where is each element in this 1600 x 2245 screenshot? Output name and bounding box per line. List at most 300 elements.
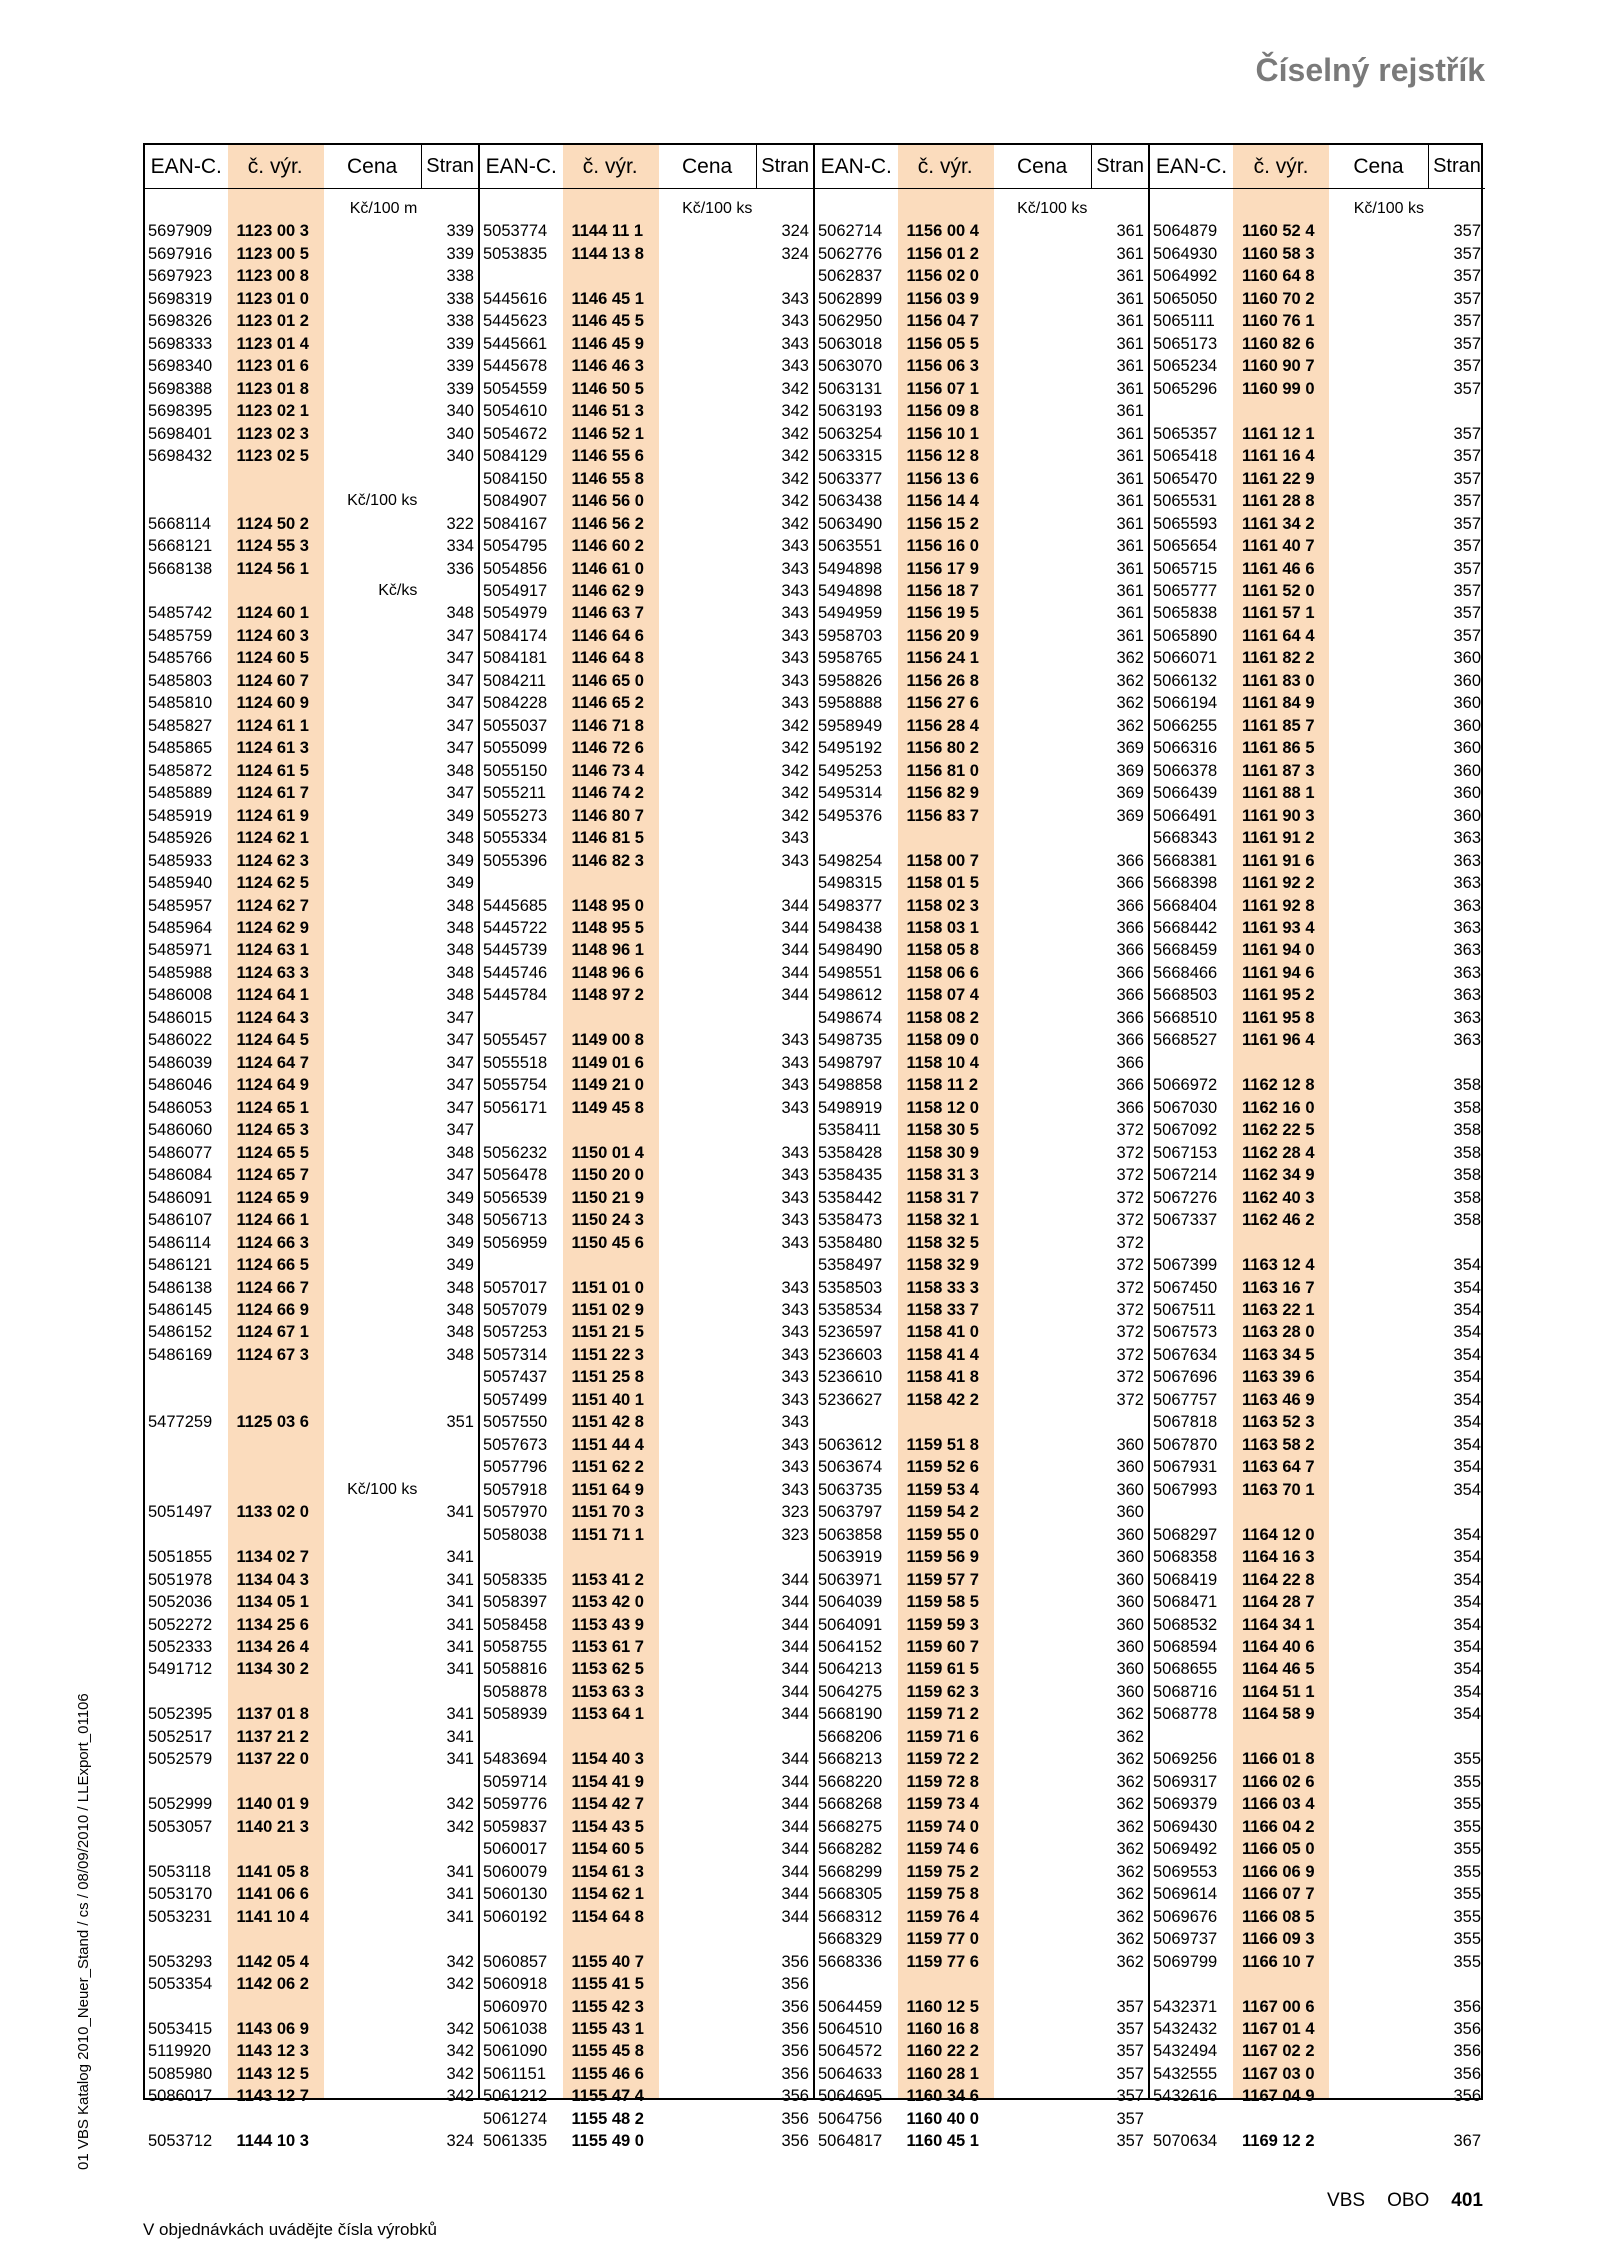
article-number-cell: 1163 22 1	[1242, 1300, 1315, 1319]
article-number-cell: 1159 72 8	[906, 1772, 979, 1791]
price-unit-cell	[658, 1052, 756, 1074]
price-unit-cell	[323, 1164, 421, 1186]
ean-cell	[1150, 1726, 1233, 1748]
page-cell: 361	[1116, 334, 1144, 353]
page-cell: 343	[781, 1345, 809, 1364]
article-number-cell: 1148 95 0	[571, 896, 644, 915]
table-row	[480, 1052, 813, 1074]
page-cell: 348	[446, 1211, 474, 1230]
header-page: Stran	[1091, 145, 1148, 188]
article-number-cell: 1156 17 9	[906, 559, 979, 578]
page-cell: 363	[1453, 829, 1481, 848]
article-number-cell: 1158 05 8	[906, 941, 979, 960]
table-row	[480, 288, 813, 310]
table-row	[145, 333, 478, 355]
table-row	[815, 2108, 1148, 2130]
article-number-cell: 1150 20 0	[571, 1166, 644, 1185]
price-unit-cell	[323, 1816, 421, 1838]
page-cell: 372	[1116, 1278, 1144, 1297]
price-unit-cell	[993, 872, 1091, 894]
ean-cell: 5063070	[818, 357, 883, 376]
side-imprint: 01 VBS Katalog 2010_Neuer_Stand / cs / 08/09/2010 / LLExport_01106	[75, 1693, 92, 2170]
page-cell: 343	[781, 626, 809, 645]
table-row	[1150, 917, 1485, 939]
page-cell: 357	[1453, 626, 1481, 645]
ean-cell: 5445685	[483, 896, 548, 915]
page-cell: 355	[1453, 1907, 1481, 1926]
table-row	[480, 1232, 813, 1254]
price-unit-cell	[993, 692, 1091, 714]
ean-cell: 5066378	[1153, 761, 1218, 780]
article-number-cell: 1159 75 8	[906, 1885, 979, 1904]
table-row	[145, 1591, 478, 1613]
article-number-cell: 1124 64 9	[236, 1076, 309, 1095]
article-number-cell: 1160 40 0	[906, 2109, 979, 2128]
page-cell	[1091, 198, 1148, 220]
spacer-row	[480, 1928, 813, 1950]
page-cell: 360	[1116, 1570, 1144, 1589]
table-row	[815, 1434, 1148, 1456]
table-row	[480, 2130, 813, 2152]
table-row	[815, 243, 1148, 265]
table-row	[1150, 558, 1485, 580]
price-unit-cell	[1329, 1209, 1428, 1231]
ean-cell: 5052272	[148, 1615, 213, 1634]
page-cell: 357	[1453, 604, 1481, 623]
table-row	[480, 670, 813, 692]
table-row	[480, 1861, 813, 1883]
price-unit-cell	[993, 1906, 1091, 1928]
article-number-cell	[1233, 1501, 1329, 1523]
ean-cell: 5445616	[483, 289, 548, 308]
price-unit-cell	[323, 1861, 421, 1883]
article-number-cell: 1146 45 5	[571, 312, 644, 331]
ean-cell: 5052579	[148, 1750, 213, 1769]
price-unit-cell	[1329, 1524, 1428, 1546]
page-cell: 347	[446, 1053, 474, 1072]
ean-cell: 5958703	[818, 626, 883, 645]
table-row	[815, 1928, 1148, 1950]
page-cell: 344	[781, 986, 809, 1005]
table-row	[480, 692, 813, 714]
table-row	[480, 602, 813, 624]
price-unit-cell	[993, 243, 1091, 265]
article-number-cell: 1158 31 3	[906, 1166, 979, 1185]
article-number-cell: 1124 66 9	[236, 1300, 309, 1319]
article-number-cell: 1159 60 7	[906, 1638, 979, 1656]
ean-cell: 5668114	[148, 514, 212, 533]
page-cell: 342	[446, 1795, 474, 1814]
article-number-cell: 1156 03 9	[906, 289, 979, 308]
page-cell: 341	[446, 1727, 474, 1746]
price-unit-cell	[993, 1928, 1091, 1950]
page-cell: 354	[1453, 1368, 1481, 1387]
ean-cell: 5062837	[818, 267, 883, 286]
price-unit-cell	[1329, 1906, 1428, 1928]
article-number-cell: 1161 84 9	[1242, 694, 1315, 713]
page-cell: 361	[1116, 514, 1144, 533]
article-number-cell: 1140 21 3	[236, 1817, 309, 1836]
table-row	[1150, 445, 1485, 467]
page-cell: 356	[781, 2087, 809, 2106]
price-unit-cell	[1329, 670, 1428, 692]
price-unit-cell	[1329, 2040, 1428, 2062]
table-row	[815, 2063, 1148, 2085]
table-row	[145, 1748, 478, 1770]
ean-cell: 5063735	[818, 1480, 883, 1499]
table-row	[145, 939, 478, 961]
article-number-cell	[562, 1546, 657, 1568]
ean-cell: 5053293	[148, 1952, 213, 1971]
page-cell: 357	[1453, 424, 1481, 443]
page-cell: 358	[1453, 1211, 1481, 1230]
table-row	[1150, 782, 1485, 804]
price-unit-cell	[993, 1029, 1091, 1051]
ean-cell: 5063193	[818, 402, 883, 421]
price-unit-cell	[993, 1164, 1091, 1186]
article-number-cell: 1124 56 1	[236, 559, 309, 578]
table-row	[1150, 1883, 1485, 1905]
page-cell: 360	[1116, 1615, 1144, 1634]
price-unit-cell	[1329, 423, 1428, 445]
price-unit-cell	[1329, 1636, 1428, 1658]
table-row	[815, 1479, 1148, 1501]
table-row	[1150, 895, 1485, 917]
page-cell: 341	[446, 1503, 474, 1522]
article-number-cell: 1123 01 4	[236, 334, 309, 353]
page-cell: 356	[781, 2019, 809, 2038]
article-number-cell: 1153 43 9	[571, 1615, 644, 1634]
page-cell: 361	[1116, 626, 1144, 645]
table-row	[145, 220, 478, 242]
price-unit-cell	[323, 265, 421, 287]
ean-cell: 5064572	[818, 2042, 883, 2061]
ean-cell: 5051978	[148, 1570, 213, 1589]
spacer-row	[145, 468, 478, 490]
article-number-cell: 1155 48 2	[571, 2109, 644, 2128]
price-unit-cell	[1329, 1164, 1428, 1186]
page-cell: 342	[446, 1817, 474, 1836]
page-cell: 344	[781, 1772, 809, 1791]
article-number-cell: 1156 10 1	[906, 424, 979, 443]
price-unit-cell	[1329, 1097, 1428, 1119]
page-cell: 362	[1116, 1840, 1144, 1859]
page-cell: 343	[781, 1233, 809, 1252]
ean-cell: 5668510	[1153, 1008, 1218, 1027]
price-unit-cell	[993, 558, 1091, 580]
page-cell	[421, 1479, 478, 1501]
ean-cell: 5052395	[148, 1705, 213, 1724]
table-row	[145, 2063, 478, 2085]
spacer-row	[145, 1771, 478, 1793]
page-cell: 357	[1453, 244, 1481, 263]
ean-cell	[480, 1928, 562, 1950]
price-unit-cell	[323, 1344, 421, 1366]
table-row	[1150, 1299, 1485, 1321]
ean-cell: 5063377	[818, 469, 883, 488]
price-unit-cell	[323, 895, 421, 917]
page-cell: 363	[1453, 963, 1481, 982]
page-cell: 362	[1116, 1930, 1144, 1949]
table-row	[1150, 1074, 1485, 1096]
page-cell: 354	[1453, 1638, 1481, 1656]
price-unit-cell	[658, 310, 756, 332]
article-number-cell: 1123 01 6	[236, 357, 309, 376]
ean-cell: 5697923	[148, 267, 213, 286]
ean-cell: 5064213	[818, 1660, 883, 1679]
spacer-row	[1150, 1052, 1485, 1074]
price-unit-cell	[658, 2085, 756, 2107]
page-cell: 343	[781, 357, 809, 376]
price-unit-cell	[658, 692, 756, 714]
page-cell	[421, 1366, 478, 1388]
article-number-cell: 1142 06 2	[236, 1975, 309, 1994]
page-cell: 342	[446, 1975, 474, 1994]
page-cell: 372	[1116, 1300, 1144, 1319]
ean-cell: 5498315	[818, 874, 883, 893]
spacer-row	[1150, 1501, 1485, 1523]
ean-cell: 5498735	[818, 1031, 883, 1050]
article-number-cell: 1158 42 2	[906, 1390, 979, 1409]
page-cell	[756, 1546, 813, 1568]
price-unit-cell	[658, 1703, 756, 1725]
page-cell: 361	[1116, 581, 1144, 600]
price-unit-cell	[993, 1681, 1091, 1703]
price-unit-cell	[658, 1411, 756, 1433]
price-unit-cell	[658, 445, 756, 467]
table-row	[480, 895, 813, 917]
article-number-cell	[1233, 1726, 1329, 1748]
price-unit-cell	[323, 1703, 421, 1725]
ean-cell: 5057673	[483, 1435, 548, 1454]
spacer-row	[1150, 1726, 1485, 1748]
article-number-cell: 1125 03 6	[236, 1413, 309, 1432]
table-row	[1150, 220, 1485, 242]
page-cell: 348	[446, 1278, 474, 1297]
price-unit-cell	[1329, 1591, 1428, 1613]
article-number-cell: 1158 09 0	[906, 1031, 979, 1050]
table-row	[145, 400, 478, 422]
table-row	[145, 1546, 478, 1568]
page-cell: 343	[781, 1053, 809, 1072]
price-unit-cell	[658, 827, 756, 849]
table-row	[1150, 1456, 1485, 1478]
price-unit-cell	[658, 895, 756, 917]
page-cell: 354	[1453, 1413, 1481, 1432]
ean-cell	[1150, 1232, 1233, 1254]
article-number-cell: 1124 55 3	[236, 537, 309, 556]
article-number-cell	[562, 1007, 657, 1029]
ean-cell: 5486039	[148, 1053, 213, 1072]
ean-cell: 5698333	[148, 334, 213, 353]
article-number-cell	[562, 1928, 657, 1950]
ean-cell: 5485827	[148, 716, 213, 735]
article-number-cell: 1169 12 2	[1242, 2132, 1315, 2151]
article-number-cell: 1156 81 0	[906, 761, 979, 780]
ean-cell: 5697916	[148, 244, 213, 263]
price-unit-cell	[323, 1681, 421, 1703]
page-cell: 362	[1116, 694, 1144, 713]
price-unit-cell	[993, 1052, 1091, 1074]
page-cell: 347	[446, 716, 474, 735]
ean-cell: 5058755	[483, 1638, 548, 1656]
page-cell: 361	[1116, 312, 1144, 331]
page-cell: 323	[781, 1503, 809, 1522]
ean-cell: 5065357	[1153, 424, 1218, 443]
price-unit-cell	[1329, 1793, 1428, 1815]
page-cell	[1091, 827, 1148, 849]
price-unit-cell	[1329, 378, 1428, 400]
article-number-cell: 1163 70 1	[1242, 1480, 1315, 1499]
page-cell: 344	[781, 941, 809, 960]
ean-cell: 5066491	[1153, 806, 1218, 825]
price-unit-cell	[323, 1524, 421, 1546]
price-unit-cell	[658, 580, 756, 602]
page-cell: 363	[1453, 941, 1481, 960]
article-number-cell: 1161 93 4	[1242, 919, 1315, 937]
page-cell: 343	[781, 1031, 809, 1050]
price-unit-cell	[993, 513, 1091, 535]
page-cell: 360	[1116, 1638, 1144, 1656]
ean-cell: 5668299	[818, 1862, 883, 1881]
article-number-cell: 1146 65 2	[571, 694, 644, 713]
price-unit-cell	[658, 1569, 756, 1591]
page-cell: 362	[1116, 649, 1144, 668]
table-row	[815, 558, 1148, 580]
page-cell: 347	[446, 1031, 474, 1050]
page-cell: 342	[781, 379, 809, 398]
article-number-cell: 1166 08 5	[1242, 1907, 1315, 1926]
page-cell: 361	[1116, 357, 1144, 376]
page-cell	[421, 1771, 478, 1793]
ean-cell: 5068471	[1153, 1593, 1218, 1612]
article-number-cell: 1124 67 3	[236, 1345, 309, 1364]
price-unit-cell	[993, 2063, 1091, 2085]
table-row	[145, 1052, 478, 1074]
index-block-4	[1150, 145, 1485, 2151]
price-unit-cell	[1329, 1569, 1428, 1591]
article-number-cell: 1156 07 1	[906, 379, 979, 398]
price-unit-cell	[993, 1074, 1091, 1096]
table-row	[1150, 378, 1485, 400]
table-row	[1150, 1861, 1485, 1883]
article-number-cell: 1163 39 6	[1242, 1368, 1315, 1387]
article-number-cell: 1160 58 3	[1242, 244, 1315, 263]
article-number-cell: 1158 30 9	[906, 1143, 979, 1162]
price-unit-cell	[658, 1681, 756, 1703]
page-cell: 348	[446, 963, 474, 982]
article-number-cell: 1159 58 5	[906, 1593, 979, 1612]
ean-cell: 5065715	[1153, 559, 1218, 578]
price-unit-cell	[1329, 962, 1428, 984]
table-row	[480, 243, 813, 265]
article-number-cell: 1158 33 3	[906, 1278, 979, 1297]
ean-cell: 5498674	[818, 1008, 883, 1027]
price-unit-cell	[658, 1861, 756, 1883]
page-cell: 357	[1116, 2132, 1144, 2151]
article-number-cell: 1134 25 6	[236, 1615, 309, 1634]
ean-cell: 5236627	[818, 1390, 883, 1409]
price-unit-cell	[1329, 827, 1428, 849]
price-unit-cell	[1329, 1726, 1428, 1748]
ean-cell: 5485919	[148, 806, 213, 825]
page-cell: 356	[781, 2132, 809, 2151]
table-row	[815, 692, 1148, 714]
page-cell	[421, 1389, 478, 1411]
article-number-cell: 1155 43 1	[571, 2019, 644, 2038]
table-row	[815, 310, 1148, 332]
article-number-cell: 1144 11 1	[571, 222, 644, 241]
ean-cell: 5065777	[1153, 581, 1218, 600]
table-rows	[815, 189, 1148, 2153]
table-row	[480, 310, 813, 332]
table-row	[815, 580, 1148, 602]
ean-cell: 5068297	[1153, 1525, 1218, 1544]
price-unit-cell	[658, 1658, 756, 1680]
article-number-cell: 1156 24 1	[906, 649, 979, 668]
article-number-cell: 1164 58 9	[1242, 1705, 1315, 1724]
table-row	[480, 1187, 813, 1209]
price-unit-cell	[658, 1838, 756, 1860]
ean-cell: 5065654	[1153, 537, 1218, 556]
ean-cell	[145, 1771, 227, 1793]
page-number: 401	[1451, 2190, 1483, 2211]
table-row	[815, 984, 1148, 1006]
ean-cell: 5485988	[148, 963, 213, 982]
article-number-cell: 1124 66 1	[236, 1211, 309, 1230]
article-number-cell: 1156 28 4	[906, 716, 979, 735]
article-number-cell: 1164 16 3	[1242, 1548, 1315, 1567]
article-number-cell: 1162 12 8	[1242, 1076, 1315, 1095]
ean-cell: 5668466	[1153, 963, 1218, 982]
table-row	[145, 872, 478, 894]
price-unit-cell	[1329, 1299, 1428, 1321]
article-number-cell: 1164 28 7	[1242, 1593, 1315, 1612]
article-number-cell: 1146 71 8	[571, 716, 644, 735]
page-cell: 344	[781, 1705, 809, 1724]
ean-cell: 5053354	[148, 1975, 213, 1994]
page-cell: 343	[781, 289, 809, 308]
ean-cell: 5697909	[148, 222, 213, 241]
price-unit-cell	[993, 1389, 1091, 1411]
ean-cell: 5498438	[818, 919, 883, 937]
page-cell: 366	[1116, 874, 1144, 893]
ean-cell	[145, 1996, 227, 2018]
article-number-cell: 1158 30 5	[906, 1121, 979, 1140]
spacer-row	[1150, 1232, 1485, 1254]
page-cell: 343	[781, 1300, 809, 1319]
page-cell: 342	[446, 2042, 474, 2061]
price-unit-cell	[658, 243, 756, 265]
ean-cell: 5668381	[1153, 851, 1218, 870]
header-price: Cena	[347, 154, 398, 178]
ean-cell: 5065173	[1153, 334, 1218, 353]
price-unit-cell	[993, 1299, 1091, 1321]
ean-cell: 5067696	[1153, 1368, 1218, 1387]
ean-cell: 5698432	[148, 447, 213, 466]
ean-cell: 5668459	[1153, 941, 1218, 960]
table-row	[1150, 2063, 1485, 2085]
table-row	[480, 468, 813, 490]
price-unit-cell	[658, 1973, 756, 1995]
page-cell: 354	[1453, 1458, 1481, 1477]
ean-cell	[145, 1366, 227, 1388]
article-number-cell: 1158 32 1	[906, 1211, 979, 1230]
article-number-cell: 1148 96 1	[571, 941, 644, 960]
price-unit-cell	[658, 984, 756, 1006]
page-cell: 339	[446, 244, 474, 263]
article-number-cell: 1124 63 3	[236, 963, 309, 982]
